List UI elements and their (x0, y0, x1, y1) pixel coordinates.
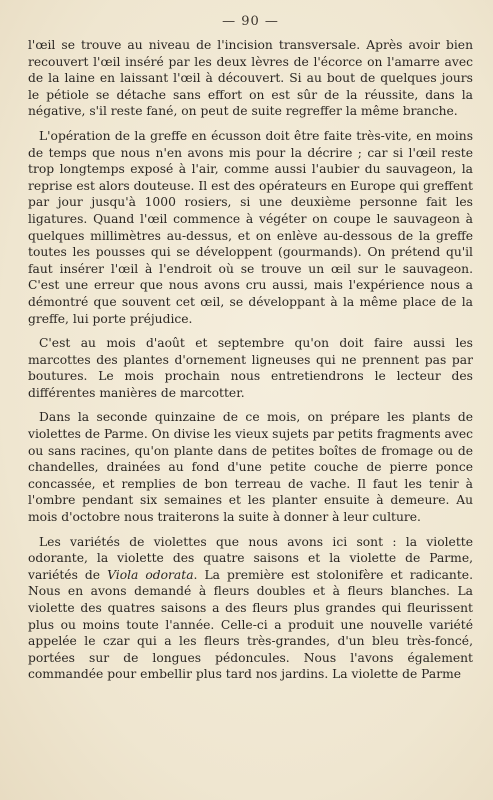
paragraph-4: Dans la seconde quinzaine de ce mois, on prépare les plants de violettes de Parme. On divise les vieux sujets par petits fragments avec ou sans racines, qu'on plante dans de petites boîtes de fromage ou de chandelles, drainées au fond d'une petite couche de pierre ponce concassée, et remplies de bon terreau de vache. Il faut les tenir à l'ombre pendant six semaines et les planter ensuite à demeure. Au mois d'octobre nous traiterons la suite à donner à leur culture. (28, 410, 473, 525)
page-number: — 90 — (222, 14, 279, 29)
paragraph-5 (28, 534, 473, 683)
paragraph-5-text-before: Les variétés de violettes que nous avons ici sont : la violette odorante, la violette des quatre saisons et la violette de Parme, variétés de (28, 534, 473, 582)
paragraph-5-text-after: . La première est stolonifère et radicante. Nous en avons demandé à fleurs doubles et à fleurs blanches. La violette des quatres saisons a des fleurs plus grandes qui fleurissent plus ou moins toute l'année. Celle-ci a produit une nouvelle variété appelée le czar qui a les fleurs très-grandes, d'un bleu très-foncé, portées sur de longues pédoncules. Nous l'avons également commandée pour embellir plus tard nos jardins. La violette de Parme (28, 567, 473, 682)
paragraph-1: l'œil se trouve au niveau de l'incision transversale. Après avoir bien recouvert l'œil inséré par les deux lèvres de l'écorce on l'amarre avec de la laine en laissant l'œil à découvert. Si au bout de quelques jours le pétiole se détache sans effort on est sûr de la réussite, dans la négative, s'il reste fané, on peut de suite regreffer la même branche. (28, 38, 473, 119)
species-name: Viola odorata (107, 567, 194, 582)
body-text (28, 37, 473, 683)
paragraph-2: L'opération de la greffe en écusson doit être faite très-vite, en moins de temps que nous n'en avons mis pour la décrire ; car si l'œil reste trop longtemps exposé à l'air, comme aussi l'aubier du sauvageon, la reprise est alors douteuse. Il est des opérateurs en Europe qui greffent par jour jusqu'à 1000 rosiers, si une deuxième personne fait les ligatures. Quand l'œil commence à végéter on coupe le sauvageon à quelques millimètres au-dessus, et on enlève au-dessous de la greffe toutes les pousses qui se développent (gourmands). On prétend qu'il faut insérer l'œil à l'endroit où se trouve un œil sur le sauvageon. C'est une erreur que nous avons cru aussi, mais l'expérience nous a démontré que souvent cet œil, se développant à la même place de la greffe, lui porte préjudice. (28, 128, 473, 326)
paragraph-3: C'est au mois d'août et septembre qu'on doit faire aussi les marcottes des plantes d'ornement ligneuses qui ne prennent pas par boutures. Le mois prochain nous entretiendrons le lecteur des différentes manières de marcotter. (28, 336, 473, 400)
